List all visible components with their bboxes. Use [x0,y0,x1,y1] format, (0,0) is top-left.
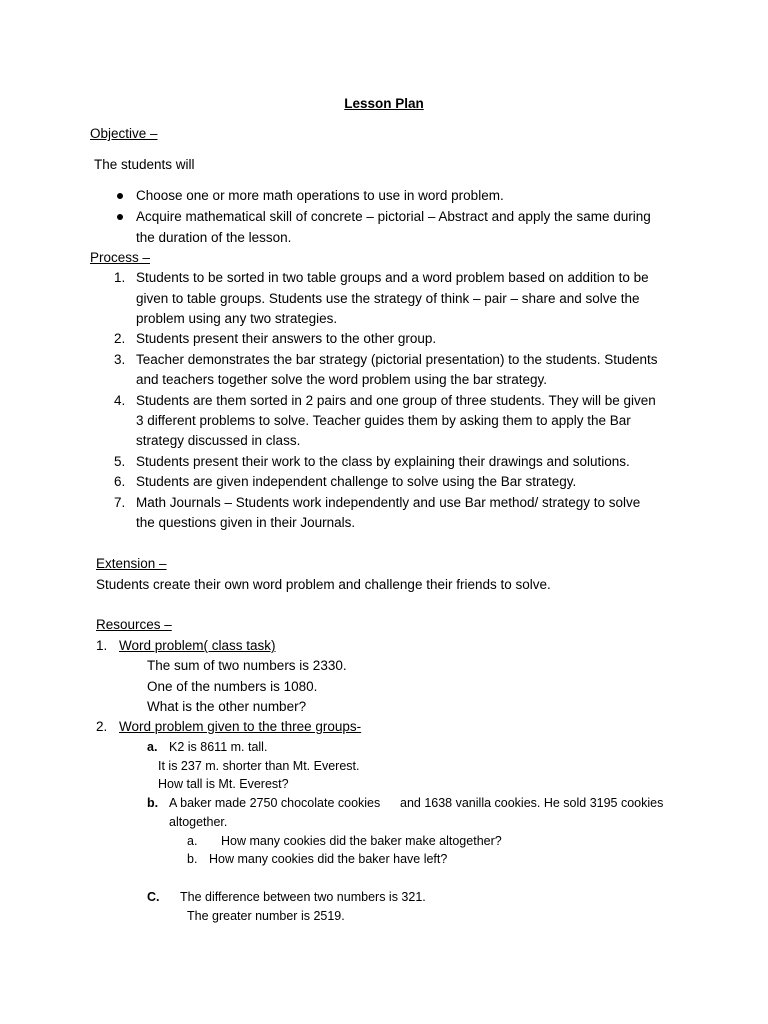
resource-1-line-2: One of the numbers is 1080. [147,679,318,694]
resource-2-label: Word problem given to the three groups- [119,719,362,734]
problem-b-line-1a: A baker made 2750 chocolate cookies [169,796,381,810]
process-item-1-line-1: Students to be sorted in two table groups and a word problem based on addition to be [136,270,649,285]
process-item-7-line-1: Math Journals – Students work independently and use Bar method/ strategy to solve [136,495,641,510]
extension-text: Students create their own word problem and challenge their friends to solve. [96,577,551,592]
sub-sub-marker: b. [187,852,198,866]
objective-bullet-2-cont: the duration of the lesson. [136,230,292,245]
problem-c-line-2: The greater number is 2519. [187,909,345,923]
process-item-2-line-1: Students present their answers to the other group. [136,331,437,346]
problem-c-line-1: The difference between two numbers is 321. [180,890,426,904]
bullet-icon [117,214,123,220]
process-item-3-line-1: Teacher demonstrates the bar strategy (pictorial presentation) to the students. Students [136,352,658,367]
problem-a-line-3: How tall is Mt. Everest? [158,777,289,791]
sub-marker: C. [147,890,160,904]
list-number: 3. [114,352,126,367]
page-title: Lesson Plan [344,96,424,111]
resource-1-line-1: The sum of two numbers is 2330. [147,658,347,673]
problem-b-line-1b: and 1638 vanilla cookies. He sold 3195 cookies [400,796,664,810]
problem-a-line-2: It is 237 m. shorter than Mt. Everest. [158,759,360,773]
list-number: 4. [114,393,126,408]
objective-intro: The students will [94,157,195,172]
list-number: 2. [114,331,126,346]
problem-b-line-2: altogether. [169,815,228,829]
process-item-4-line-1: Students are them sorted in 2 pairs and one group of three students. They will be given [136,393,656,408]
list-number: 1. [114,270,126,285]
process-item-4-line-2: 3 different problems to solve. Teacher guides them by asking them to apply the Bar [136,413,631,428]
process-item-4-line-3: strategy discussed in class. [136,433,301,448]
process-item-5-line-1: Students present their work to the class by explaining their drawings and solutions. [136,454,630,469]
problem-b-question-b: How many cookies did the baker have left? [209,852,448,866]
problem-a-line-1: K2 is 8611 m. tall. [169,740,268,754]
resource-1-label: Word problem( class task) [119,638,276,653]
extension-heading: Extension – [96,556,167,571]
process-item-1-line-3: problem using any two strategies. [136,311,338,326]
problem-b-question-a: How many cookies did the baker make altogether? [221,834,502,848]
objective-bullet-1: Choose one or more math operations to use in word problem. [136,188,504,203]
sub-marker: a. [147,740,158,754]
bullet-icon [117,193,123,199]
list-number: 1. [96,638,108,653]
process-heading: Process – [90,250,151,265]
list-number: 2. [96,719,108,734]
objective-bullet-2: Acquire mathematical skill of concrete – pictorial – Abstract and apply the same during [136,209,651,224]
list-number: 7. [114,495,126,510]
resource-1-line-3: What is the other number? [147,699,307,714]
sub-sub-marker: a. [187,834,198,848]
process-item-7-line-2: the questions given in their Journals. [136,515,356,530]
process-item-3-line-2: and teachers together solve the word problem using the bar strategy. [136,372,547,387]
list-number: 5. [114,454,126,469]
resources-heading: Resources – [96,617,172,632]
process-item-1-line-2: given to table groups. Students use the strategy of think – pair – share and solve the [136,291,640,306]
sub-marker: b. [147,796,159,810]
process-item-6-line-1: Students are given independent challenge to solve using the Bar strategy. [136,474,577,489]
list-number: 6. [114,474,126,489]
objective-heading: Objective – [90,126,158,141]
